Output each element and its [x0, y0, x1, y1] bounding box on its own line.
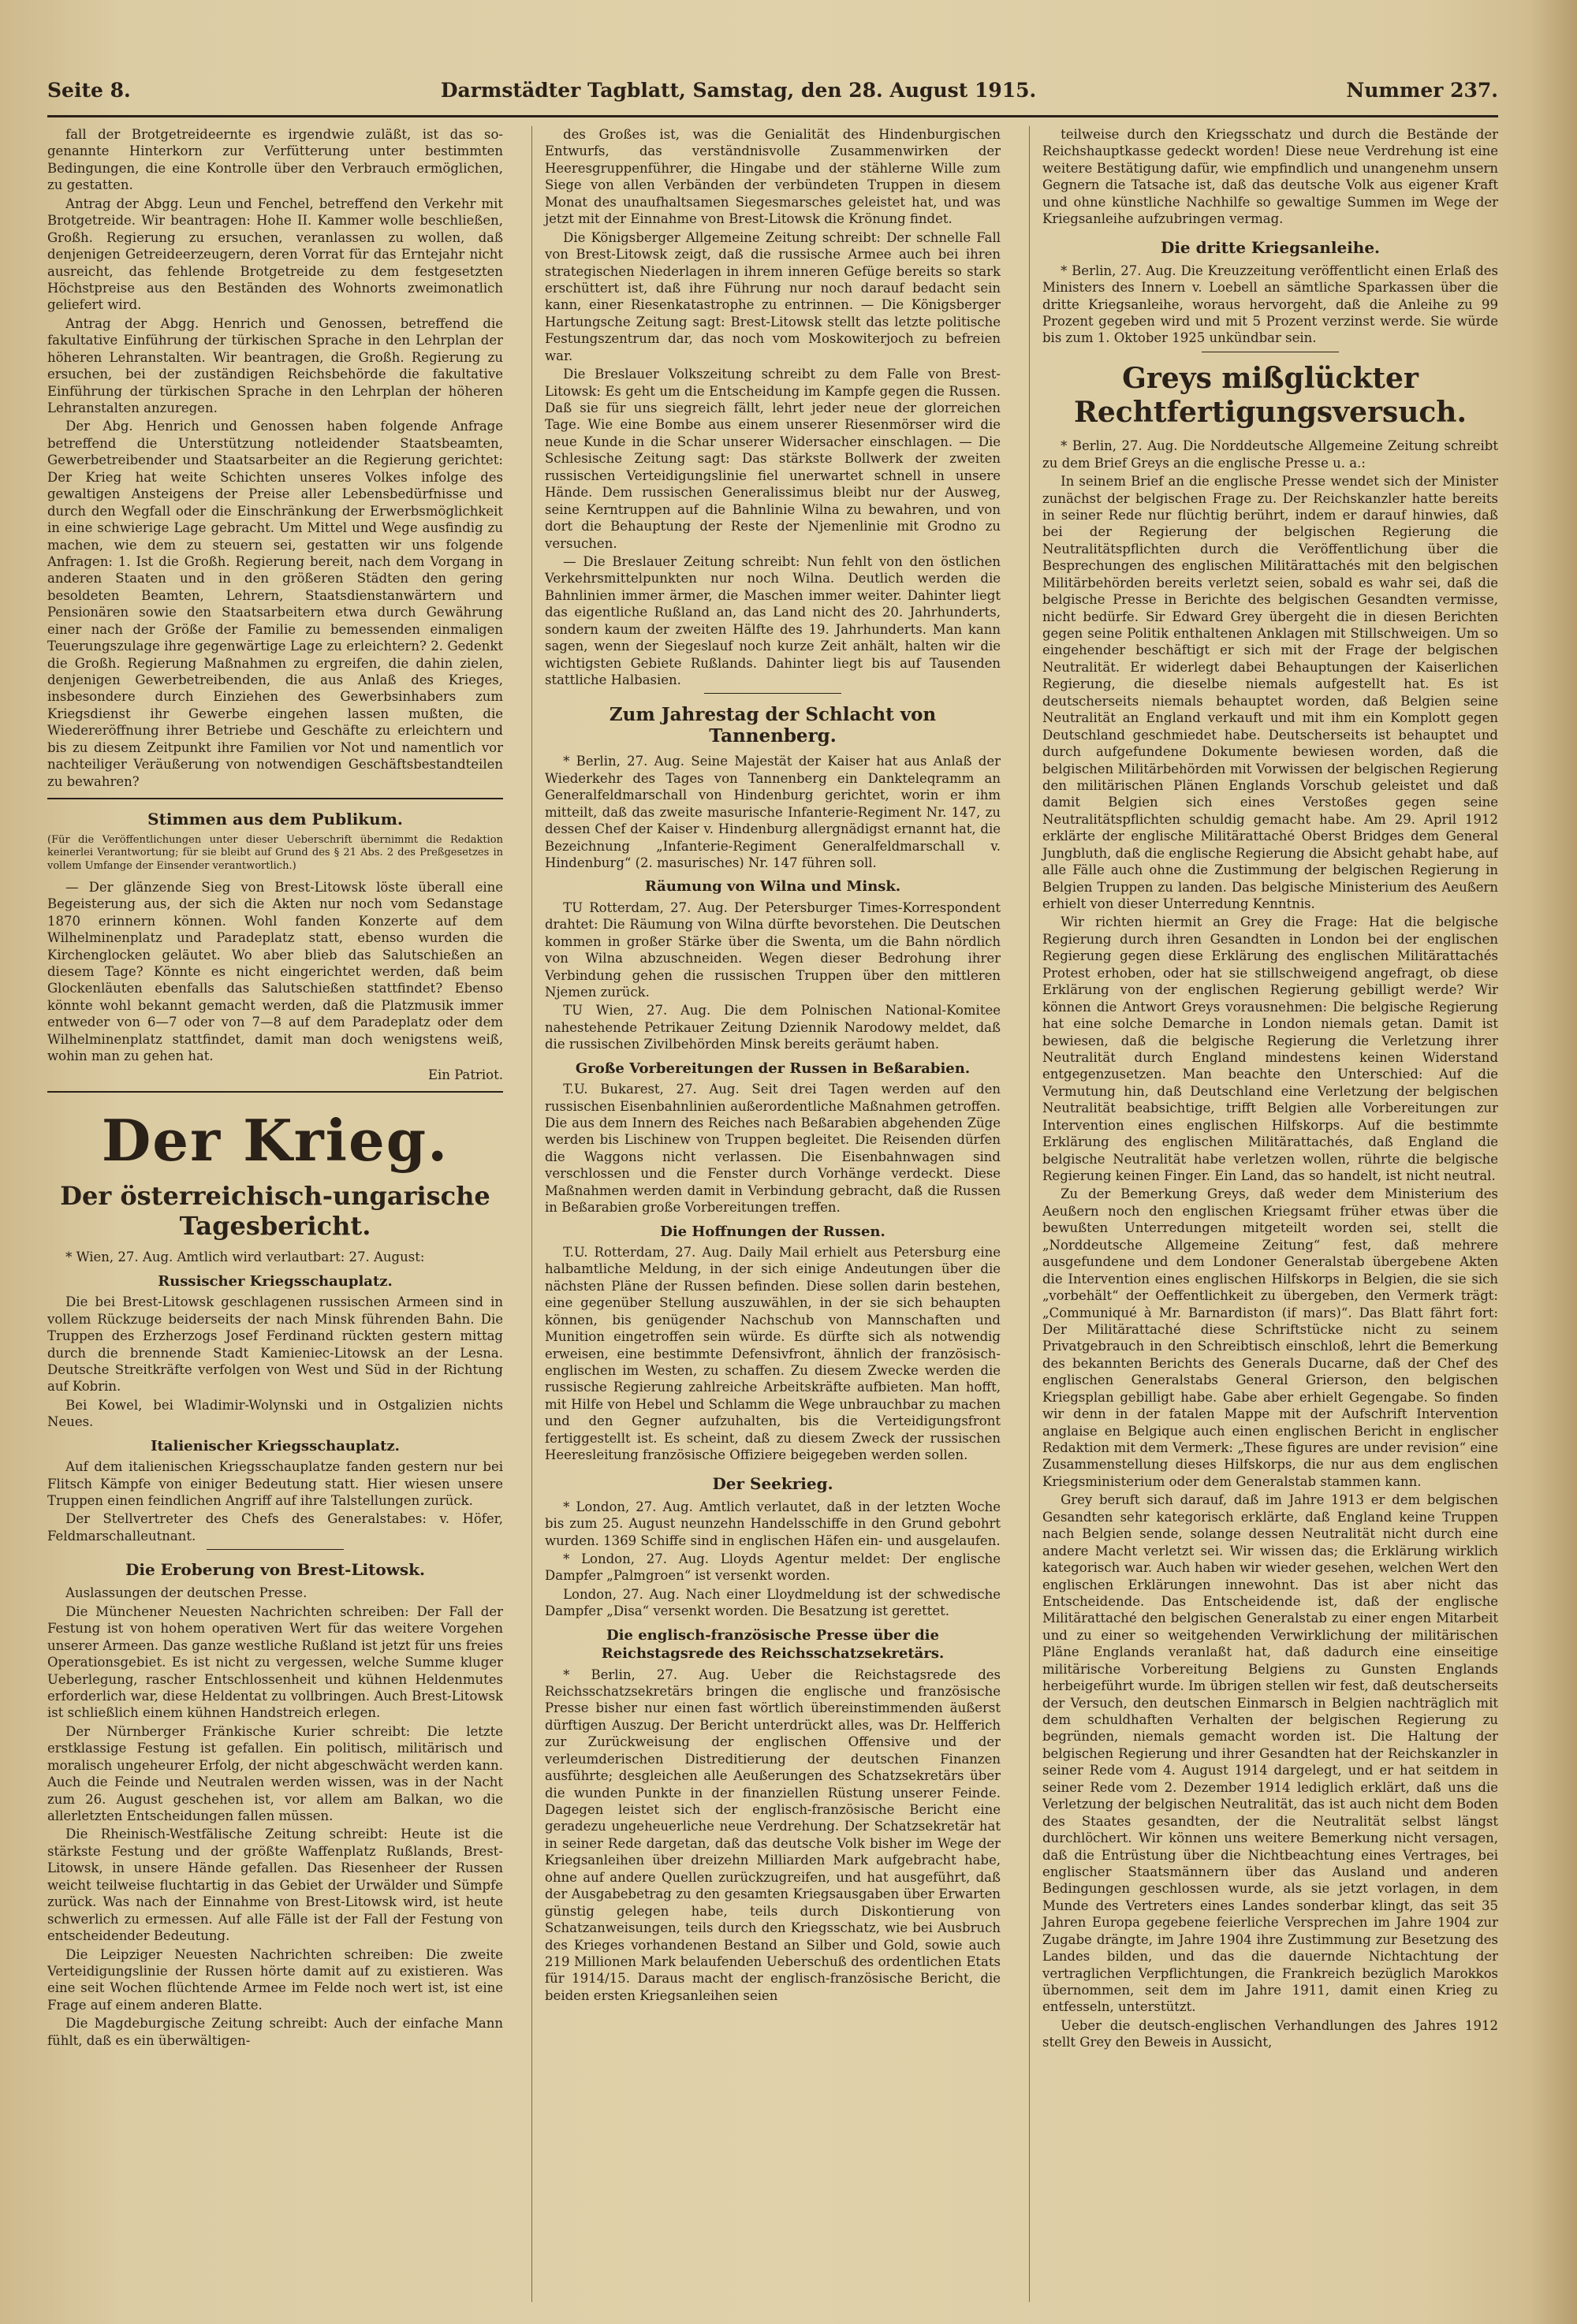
paragraph: Grey beruft sich darauf, daß im Jahre 1913 er dem belgischen Gesandten sehr kategorisch erklärte, daß England keine Truppen nach Belgien sende, solange dessen Neutralität nicht durch eine andere Macht verletzt sei. Wir wissen das; die Erklärung wirklich kategorisch war. Auch haben wir wieder gesehen, welchen Wert den englischen Erklärungen innewohnt. Das ist aber nicht das Entscheidende. Das Entscheidende ist, daß der englische Militärattaché den belgischen Generalstab zu einer engen Mitarbeit und zu einer so weitgehenden Verwirklichung der militärischen Pläne Englands veranlaßt hat, daß dadurch eine einseitige militärische Vorbereitung Belgiens zu Gunsten Englands herbeigeführt wurde. Im übrigen stellen wir fest, daß deutscherseits der Versuch, den deutschen Einmarsch in Belgien nachträglich mit dem schuldhaften Verhalten der belgischen Regierung zu begründen, niemals gemacht worden ist. Die Haltung der belgischen Regierung und ihrer Gesandten hat der Reichskanzler in seiner Rede vom 4. August 1914 dargelegt, und er hat seitdem in seiner Rede vom 2. Dezember 1914 lediglich erklärt, daß uns die Verletzung der belgischen Neutralität, das ist auch nicht dem Boden des Staates gesandten, der die Neutralität selbst längst durchlöchert. Wir können uns weitere Bemerkung nicht versagen, daß die Entrüstung über die Nichtbeachtung eines Vertrages, bei englischer Staatsmännern über das Ausland und anderen Bedingungen geschlossen wurde, als sie jetzt vorlagen, in dem Munde des Vertreters eines Landes sonderbar klingt, das seit 35 Jahren Europa gegebene feierliche Versprechen im Jahre 1904 zur Zugabe drängte, im Jahre 1904 ihre Zustimmung zur Besetzung des Landes bilden, und das die dauernde Nichtachtung der vertraglichen Verpflichtungen, die Frankreich bezüglich Marokkos übernommen, seit dem im Jahre 1911, damit einen Krieg zu entfesseln, unterstützt. [1042, 1492, 1498, 2015]
paragraph: T.U. Rotterdam, 27. Aug. Daily Mail erhielt aus Petersburg eine halbamtliche Meldung, in der sich einige Andeutungen über die nächsten Pläne der Russen befinden. Diese sollen darin bestehen, eine gegenüber Stellung auszuwählen, in der sie sich behaupten können, bis genügender Nachschub von Mannschaften und Munition eingetroffen sein würde. Es dürfte sich als notwendig erweisen, eine bestimmte Defensivfront, ähnlich der französisch-englischen im Westen, zu schaffen. Zu diesem Zwecke werden die russische Regierung zahlreiche Arbeitskräfte aufbieten. Man hofft, mit Hilfe von Hebel und Schlamm die Wege unbrauchbar zu machen und den Gegner aufzuhalten, bis die Verteidigungsfront fertiggestellt ist. Es scheint, daß zu diesem Zweck der russischen Heeresleitung französische Offiziere beigegeben werden sollen. [545, 1244, 1001, 1463]
divider [47, 1091, 503, 1093]
issue-number: Nummer 237. [1346, 79, 1498, 102]
paragraph: T.U. Bukarest, 27. Aug. Seit drei Tagen werden auf den russischen Eisenbahnlinien außerordentliche Maßnahmen getroffen. Die aus dem Innern des Reiches nach Beßarabien abgehenden Züge werden bis Lischinew von Truppen begleitet. Die Reisenden dürfen die Waggons nicht verlassen. Die Eisenbahnwagen sind verschlossen und die Fenster durch Vorhänge verdeckt. Diese Maßnahmen werden damit in Verbindung gebracht, daß die Russen in Beßarabien große Vorbereitungen treffen. [545, 1082, 1001, 1216]
heading-russ: Russischer Kriegsschauplatz. [158, 1272, 393, 1290]
paragraph: * Berlin, 27. Aug. Die Norddeutsche Allgemeine Zeitung schreibt zu dem Brief Greys an die englische Presse u. a.: [1042, 438, 1498, 471]
paragraph: TU Wien, 27. Aug. Die dem Polnischen National-Komitee nahestehende Petrikauer Zeitung Dziennik Narodowy meldet, daß die russischen Zivilbehörden Minsk bereits geräumt haben. [545, 1003, 1001, 1052]
paragraph: Die Leipziger Neuesten Nachrichten schreiben: Die zweite Verteidigungslinie der Russen hörte damit auf zu existieren. Was eine seit Wochen flüchtende Armee im Felde noch wert ist, ist eine Frage auf einem anderen Blatte. [47, 1946, 503, 2013]
page-number: Seite 8. [47, 79, 131, 102]
paragraph: * Berlin, 27. Aug. Seine Majestät der Kaiser hat aus Anlaß der Wiederkehr des Tages von Tannenberg ein Dankteleqramm an Generalfeldmarschall von Hindenburg gerichtet, worin er ihm mitteilt, daß das zweite masurische Infanterie-Regiment Nr. 147, zu dessen Chef der Kaiser v. Hindenburg allergnädigst ernannt hat, die Bezeichnung „Infanterie-Regiment Generalfeldmarschall v. Hindenburg“ (2. masurisches) Nr. 147 führen soll. [545, 754, 1001, 870]
newspaper-title-date: Darmstädter Tagblatt, Samstag, den 28. August 1915. [440, 79, 1037, 102]
paragraph: Die Münchener Neuesten Nachrichten schreiben: Der Fall der Festung ist von hohem operativen Wert für das weitere Vorgehen unserer Armeen. Das ganze westliche Rußland ist jetzt für uns freies Operationsgebiet. Es ist nicht zu vergessen, welche Summe kluger Ueberlegung, rascher Entschlossenheit und kühnen Heldenmutes erforderlich war, diese Heldentat zu vollbringen. Auch Brest-Litowsk ist schließlich einem kühnen Handstreich erlegen. [47, 1603, 503, 1721]
paragraph: London, 27. Aug. Nach einer Lloydmeldung ist der schwedische Dampfer „Disa“ versenkt worden. Die Besatzung ist gerettet. [545, 1586, 1001, 1619]
paragraph: Wir richten hiermit an Grey die Frage: Hat die belgische Regierung durch ihren Gesandten in London bei der englischen Regierung gegen diese Erklärung des englischen Militärattachés Protest erhoben, oder hat sie stillschweigend angefragt, ob diese Erklärung von der englischen Regierung gebilligt werde? Wir können die Antwort Greys vorausnehmen: Die belgische Regierung hat eine solche Demarche in London niemals getan. Damit ist bewiesen, daß die belgische Regierung die Verletzung ihrer Neutralität durch England mindestens keinen Widerstand entgegenzusetzen. Man beachte den Unterschied: Auf die Vermutung hin, daß Deutschland eine Verletzung der belgischen Neutralität beabsichtige, trifft Belgien alle Vorbereitungen zur Intervention eines englischen Hilfskorps. Auf die bestimmte Erklärung des englischen Militärattachés, daß England die belgische Neutralität habe verletzen wollen, rührte die belgische Regierung keinen Finger. Ein Land, das so handelt, ist nicht neutral. [1042, 914, 1498, 1183]
divider [207, 1549, 343, 1550]
signature: Ein Patriot. [428, 1067, 503, 1082]
paragraph: Der Nürnberger Fränkische Kurier schreibt: Die letzte erstklassige Festung ist gefallen. Ein politisch, militärisch und moralisch ungeheurer Erfolg, der nicht abgeschwächt werden kann. Auch die Feinde und Neutralen werden wissen, was in der Nacht zum 26. August geschehen ist, vor allem am Balkan, wo die allerletzten Entscheidungen fallen müssen. [47, 1723, 503, 1824]
paragraph: TU Rotterdam, 27. Aug. Der Petersburger Times-Korrespondent drahtet: Die Räumung von Wilna dürfte bevorstehen. Die Deutschen kommen in großer Stärke über die Swenta, um die Bahn nördlich von Wilna abzuschneiden. Wegen dieser Bedrohung ihrer Verbindung gehen die russischen Truppen über den mittleren Njemen zurück. [545, 899, 1001, 1000]
paragraph: teilweise durch den Kriegsschatz und durch die Bestände der Reichshauptkasse gedeckt worden! Diese neue Verdrehung ist eine weitere Bestätigung dafür, wie empfindlich und unangenehm unsern Gegnern die Tatsache ist, daß das deutsche Volk aus eigener Kraft und ohne künstliche Nachhilfe so gewaltige Summen im Wege der Kriegsanleihe aufzubringen vermag. [1042, 127, 1498, 227]
paragraph: Antrag der Abgg. Leun und Fenchel, betreffend den Verkehr mit Brotgetreide. Wir beantragen: Hohe II. Kammer wolle beschließen, Großh. Regierung zu ersuchen, veranlassen zu wollen, daß denjenigen Getreideerzeugern, deren Vorrat für das Erntejahr nicht ausreicht, das fehlende Brotgetreide zu dem festgesetzten Höchstpreise aus den Beständen des Wohnorts zweimonatlich geliefert wird. [47, 196, 503, 313]
heading-hoffnungen: Die Hoffnungen der Russen. [660, 1223, 885, 1240]
paragraph: * Wien, 27. Aug. Amtlich wird verlautbart: 27. August: [65, 1250, 425, 1265]
paragraph: * Berlin, 27. Aug. Ueber die Reichstagsrede des Reichsschatzsekretärs bringen die englische und französische Presse bisher nur einen fast wörtlich übereinstimmenden äußerst dürftigen Auszug. Der Bericht unterdrückt alles, was Dr. Helfferich zur Zurückweisung der englischen Offensive und der verleumderischen Distreditierung der deutschen Finanzen ausführte; desgleichen alle Aeußerungen des Schatzsekretärs über die wunden Punkte in der finanziellen Rüstung unserer Feinde. Dagegen leistet sich der englisch-französische Bericht eine geradezu ungeheuerliche neue Verdrehung. Der Schatzsekretär hat in seiner Rede dargetan, daß das deutsche Volk bisher im Wege der Kriegsanleihen über dreizehn Milliarden Mark aufgebracht habe, ohne auf andere Quellen zurückzugreifen, und hat ausgeführt, daß der Ausgabebetrag zu den gesamten Kriegsausgaben über Erwarten günstig gelegen habe, teils durch Diskontierung von Schatzanweisungen, teils durch den Kriegsschatz, wie bei Ausbruch des Krieges vorhandenen Bestand an Silber und Gold, sowie auch 219 Millionen Mark belaufenden Ueberschuß des ordentlichen Etats für 1914/15. Daraus macht der englisch-französische Bericht, die beiden ersten Kriegsanleihen seien [545, 1667, 1001, 2003]
heading-dritte-kriegsanleihe: Die dritte Kriegsanleihe. [1160, 237, 1381, 257]
paragraph: Auf dem italienischen Kriegsschauplatze fanden gestern nur bei Flitsch Kämpfe von einiger Bedeutung statt. Hier wiesen unsere Truppen einen feindlichen Angriff auf ihre Talstellungen zurück. [47, 1459, 503, 1509]
column-3 [1029, 126, 1498, 2302]
paragraph: Die Königsberger Allgemeine Zeitung schreibt: Der schnelle Fall von Brest-Litowsk zeigt, daß die russische Armee auch bei ihren strategischen Niederlagen in ihrem inneren Gefüge bereits so stark erschüttert ist, daß ihre Führung nur noch darauf bedacht sein kann, einer Riesenkatastrophe zu entrinnen. — Die Königsberger Hartungsche Zeitung sagt: Brest-Litowsk stellt das letzte politische Festungszentrum dar, das noch vom Moskowiterjoch zu befreien war. [545, 229, 1001, 363]
divider [47, 798, 503, 799]
paragraph: In seinem Brief an die englische Presse wendet sich der Minister zunächst der belgischen Frage zu. Der Reichskanzler hatte bereits in seiner Rede nur flüchtig berührt, indem er darauf hinwies, daß bei der Regierung der belgischen Regierung die Neutralitätspflichten durch die Veröffentlichung über die Besprechungen des englischen Militärattachés mit den belgischen Militärbehörden bereits verletzt seien, sobald es wahr sei, daß die belgische Presse in Berichte des belgischen Gesandten vermisse, nicht bedürfe. Sir Edward Grey übergeht die in diesen Berichten gegen seine Politik enthaltenen Anklagen mit Stillschweigen. Um so eingehender beschäftigt er sich mit der Frage der belgischen Neutralität. Er widerlegt dabei Behauptungen der Kaiserlichen Regierung, die dieselbe niemals aufgestellt hat. Es ist deutscherseits niemals behauptet worden, daß Belgien seine Neutralität an England verkauft und mit ihm ein Komplott gegen Deutschland geschmiedet habe. Deutscherseits ist behauptet und durch aufgefundene Dokumente bewiesen worden, daß die belgischen Militärbehörden mit Vorwissen der belgischen Regierung den militärischen Plänen Englands Vorschub geleistet und daß damit Belgien sich eines Verstoßes gegen seine Neutralitätspflichten schuldig gemacht habe. Am 29. April 1912 erklärte der englische Militärattaché Oberst Bridges dem General Jungbluth, daß die englische Regierung die Absicht gehabt habe, auf alle Fälle auch ohne die Zustimmung der belgischen Regierung in Belgien Truppen zu landen. Das belgische Ministerium des Aeußern erhielt von dieser Unterredung Kenntnis. [1042, 474, 1498, 911]
paragraph: Die bei Brest-Litowsk geschlagenen russischen Armeen sind in vollem Rückzuge beiderseits der nach Minsk führenden Bahn. Die Truppen des Erzherzogs Josef Ferdinand rückten gestern mittag durch die brennende Stadt Kamieniec-Litowsk an der Lesna. Deutsche Streitkräfte verfolgen von West und Süd in der Richtung auf Kobrin. [47, 1294, 503, 1395]
paragraph: Der Stellvertreter des Chefs des Generalstabes: v. Höfer, Feldmarschalleutnant. [47, 1511, 503, 1544]
paragraph: Die Rheinisch-Westfälische Zeitung schreibt: Heute ist die stärkste Festung und der größte Waffenplatz Rußlands, Brest-Litowsk, in unsere Hände gefallen. Das Riesenheer der Russen weicht teilweise fluchtartig in das Gebiet der Urwälder und Sümpfe zurück. Was nach der Einnahme von Brest-Litowsk wird, ist heute schwerlich zu ermessen. Auf alle Fälle ist der Fall der Festung von entscheidender Bedeutung. [47, 1827, 503, 1944]
paragraph: Die Breslauer Volkszeitung schreibt zu dem Falle von Brest-Litowsk: Es geht um die Entscheidung im Kampfe gegen die Russen. Daß sie für uns siegreich fällt, lehrt jeder neue der glorreichen Tage. Wie eine Bombe aus einem unserer Riesenmörser wird die neue Kunde in die Schar unserer Widersacher einschlagen. — Die Schlesische Zeitung sagt: Das stärkste Bollwerk der zweiten russischen Verteidigungslinie fiel unerwartet schnell in unsere Hände. Dem russischen Generalissimus bleibt nur der Ausweg, seine Kerntruppen auf die Bahnlinie Wilna zu bewahren, und von dort die Behauptung der Reste der Njemenlinie mit Grodno zu versuchen. [545, 367, 1001, 551]
paragraph: Antrag der Abgg. Henrich und Genossen, betreffend die fakultative Einführung der türkischen Sprache in den Lehrplan der höheren Lehranstalten. Wir beantragen, die Großh. Regierung zu ersuchen, bei der zuständigen Reichsbehörde die fakultative Einführung der türkischen Sprache in den Lehrplan der höheren Lehranstalten anzuregen. [47, 315, 503, 415]
heading-raeumung: Räumung von Wilna und Minsk. [644, 878, 901, 896]
columns [47, 126, 1498, 2302]
paragraph: fall der Brotgetreideernte es irgendwie zuläßt, ist das so-genannte Hinterkorn zur Verfütterung unter bestimmten Bedingungen, die eine Kontrolle über den Verbrauch ermöglichen, zu gestatten. [47, 127, 503, 193]
paragraph: * London, 27. Aug. Amtlich verlautet, daß in der letzten Woche bis zum 25. August neunzehn Handelsschiffe in den Grund gebohrt wurden. 1369 Schiffe sind in englischen Häfen ein- und ausgelaufen. [545, 1499, 1001, 1548]
divider [704, 693, 841, 694]
paragraph: * London, 27. Aug. Lloyds Agentur meldet: Der englische Dampfer „Palmgroen“ ist versenkt worden. [545, 1551, 1001, 1584]
page-edge-stain [1530, 0, 1577, 2324]
column-2 [531, 126, 1001, 2302]
paragraph: Ueber die deutsch-englischen Verhandlungen des Jahres 1912 stellt Grey den Beweis in Aussicht, [1042, 2017, 1498, 2050]
paragraph: Auslassungen der deutschen Presse. [65, 1585, 308, 1601]
heading-der-krieg: Der Krieg. [101, 1107, 449, 1175]
column-1 [47, 126, 503, 2302]
heading-ital: Italienischer Kriegsschauplatz. [151, 1437, 400, 1454]
paragraph: Die Magdeburgische Zeitung schreibt: Auch der einfache Mann fühlt, daß es ein überwältigen- [47, 2016, 503, 2048]
paragraph: — Der glänzende Sieg von Brest-Litowsk löste überall eine Begeisterung aus, der sich die Akten nur noch vom Sedanstage 1870 erinnern können. Wohl fanden Konzerte auf dem Wilhelminenplatz und Paradeplatz statt, ebenso wurden die Kirchenglocken geläutet. Wo aber blieb das Salutschießen an diesem Tage? Könnte es nicht eingerichtet werden, daß beim Glockenläuten ebenfalls das Salutschießen stattfindet? Ebenso könnte wohl bekannt gemacht werden, daß die Platzmusik immer entweder von 6—7 oder von 7—8 auf dem Paradeplatz oder dem Wilhelminenplatz stattfindet, damit man doch wenigstens weiß, wohin man zu gehen hat. [47, 879, 503, 1064]
paragraph: des Großes ist, was die Genialität des Hindenburgischen Entwurfs, das verständnisvolle Zusammenwirken der Heeresgruppenführer, die Hingabe und der stählerne Wille zum Siege von allen Verbänden der verbündeten Truppen in diesem Monat des unaufhaltsamen Siegesmarsches geleistet hat, und was jetzt mit der Einnahme von Brest-Litowsk die Krönung findet. [545, 127, 1001, 227]
editorial-note: (Für die Veröffentlichungen unter dieser Ueberschrift übernimmt die Redaktion keinerlei Verantwortung; für sie bleibt auf Grund des § 21 Abs. 2 des Preßgesetzes in vollem Umfange der Einsender verantwortlich.) [47, 834, 503, 872]
paragraph: Der Abg. Henrich und Genossen haben folgende Anfrage betreffend die Unterstützung notleidender Staatsbeamten, Gewerbetreibender und Staatsarbeiter an die Regierung gerichtet: Der Krieg hat weite Schichten unseres Volkes infolge des gewaltigen Ansteigens der Preise aller Lebensbedürfnisse und durch den Wegfall oder die Einschränkung der Erwerbsmöglichkeit in eine schwierige Lage gebracht. Um Mittel und Wege ausfindig zu machen, wie dem zu steuern sei, gestatten wir uns folgende Anfragen: 1. Ist die Großh. Regierung bereit, nach dem Vorgang in anderen Staaten und in den größeren Städten den gering besoldeten Beamten, Lehrern, Staatsdienstanwärtern und Pensionären sowie den Staatsarbeitern etwa durch Gewährung einer nach der Größe der Familie zu bemessenden einmaligen Teuerungszulage ihre gegenwärtige Lage zu erleichtern? 2. Gedenkt die Großh. Regierung Maßnahmen zu ergreifen, die dahin zielen, denjenigen Gewerbetreibenden, die aus Anlaß des Krieges, insbesondere durch Einziehen des Gewerbsinhabers zum Kriegsdienst ihr Gewerbe eingehen lassen mußten, die Wiedereröffnung ihrer Betriebe und Geschäfte zu erleichtern und bis zu diesem Zeitpunkt ihre Familien vor Not und namentlich vor nachteiliger Veräußerung von notwendigen Geschäftsbestandteilen zu bewahren? [47, 419, 503, 789]
masthead [47, 79, 1498, 117]
heading-greys: Greys mißglückter Rechtfertigungsversuch. [1073, 361, 1467, 429]
heading-jahrestag: Zum Jahrestag der Schlacht von Tannenberg. [609, 704, 937, 747]
heading-stimmen: Stimmen aus dem Publikum. [147, 810, 403, 829]
paragraph: — Die Breslauer Zeitung schreibt: Nun fehlt von den östlichen Verkehrsmittelpunkten nur noch Wilna. Deutlich werden die Bahnlinien immer ärmer, die Maschen immer weiter. Dahinter liegt das eigentliche Rußland an, das Land nicht des 20. Jahrhunderts, sondern kaum der zweiten Hälfte des 19. Jahrhunderts. Man kann sagen, wenn der Siegeslauf noch kurze Zeit anhält, halten wir die wichtigsten Gebiete Rußlands. Dahinter liegt bis auf Tausenden stattliche Halbasien. [545, 553, 1001, 687]
heading-eroberung: Die Eroberung von Brest-Litowsk. [125, 1560, 425, 1580]
heading-tagesbericht: Der österreichisch-ungarische Tagesbericht. [60, 1180, 490, 1242]
paragraph: Zu der Bemerkung Greys, daß weder dem Ministerium des Aeußern noch den englischen Kriegsamt früher etwas über die bewußten Unterredungen mitgeteilt worden sei, stellt die „Norddeutsche Allgemeine Zeitung“ fest, daß mehrere ausgefundene und dem Londoner Generalstab übergebene Akten die Intervention eines englischen Hilfskorps in Belgien, die sie sich „vorbehält“ der Oeffentlichkeit zu übergeben, den Vermerk trägt: „Communiqué à Mr. Barnardiston (if mars)“. Das Blatt fährt fort: Der Militärattaché diese Schriftstücke nicht zu seinem Privatgebrauch in den Schreibtisch einschloß, lehrt die Bemerkung des bekannten Berichts des Generals Ducarne, daß der Chef des englischen Generalstabs General Grierson, den belgischen Kriegsplan gebilligt habe. Gabe aber erhielt Gegengabe. So finden wir denn in der fatalen Mappe mit der Aufschrift Intervention anglaise en Belgique auch einen englischen Bericht in englischer Redaktion mit dem Vermerk: „These figures are under revision“ eine Zusammenstellung dieses Hilfskorps, die nur aus dem englischen Kriegsministerium oder dem Generalstab stammen kann. [1042, 1186, 1498, 1489]
heading-presse: Die englisch-französische Presse über die Reichstagsrede des Reichsschatzsekretärs. [601, 1626, 945, 1663]
heading-vorbereitungen: Große Vorbereitungen der Russen in Beßarabien. [575, 1060, 971, 1077]
paragraph: * Berlin, 27. Aug. Die Kreuzzeitung veröffentlicht einen Erlaß des Ministers des Innern v. Loebell an sämtliche Sparkassen über die dritte Kriegsanleihe, woraus hervorgeht, daß die Anleihe zu 99 Prozent gegeben wird und mit 5 Prozent verzinst werde. Sie würde bis zum 1. Oktober 1925 unkündbar sein. [1042, 263, 1498, 346]
paragraph: Bei Kowel, bei Wladimir-Wolynski und in Ostgalizien nichts Neues. [47, 1397, 503, 1430]
heading-seekrieg: Der Seekrieg. [712, 1473, 833, 1493]
